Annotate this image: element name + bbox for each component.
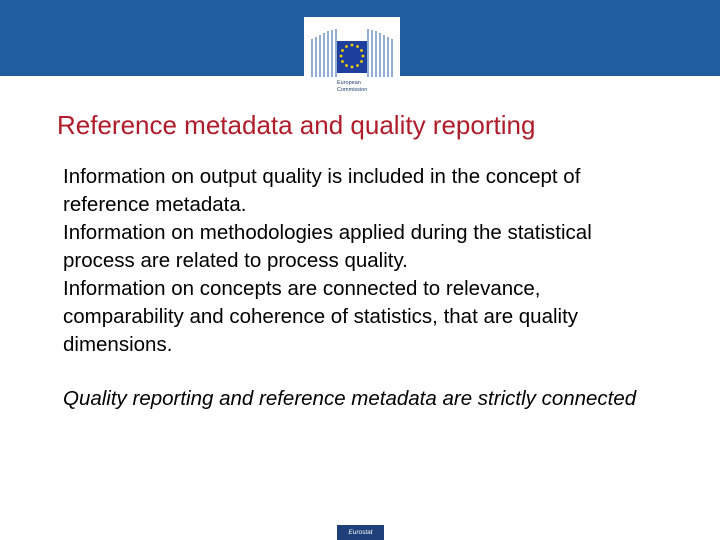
logo-line-1: European — [337, 80, 361, 86]
conclusion-text: Quality reporting and reference metadata are strictly connected — [63, 387, 637, 410]
paragraph-methodologies: Information on methodologies applied during the statistical process are related to process quality. — [63, 221, 592, 272]
logo-line-2: Commission — [337, 86, 368, 93]
eurostat-badge: Eurostat — [337, 525, 384, 540]
logo-caption — [337, 80, 367, 93]
slide-title: Reference metadata and quality reporting — [57, 110, 536, 140]
paragraph-output-quality: Information on output quality is included in the concept of reference metadata. — [63, 165, 581, 216]
paragraph-concepts: Information on concepts are connected to relevance, comparability and coherence of statistics, that are quality dimensions. — [63, 277, 579, 356]
spacer — [63, 359, 663, 385]
slide-body — [63, 163, 663, 413]
